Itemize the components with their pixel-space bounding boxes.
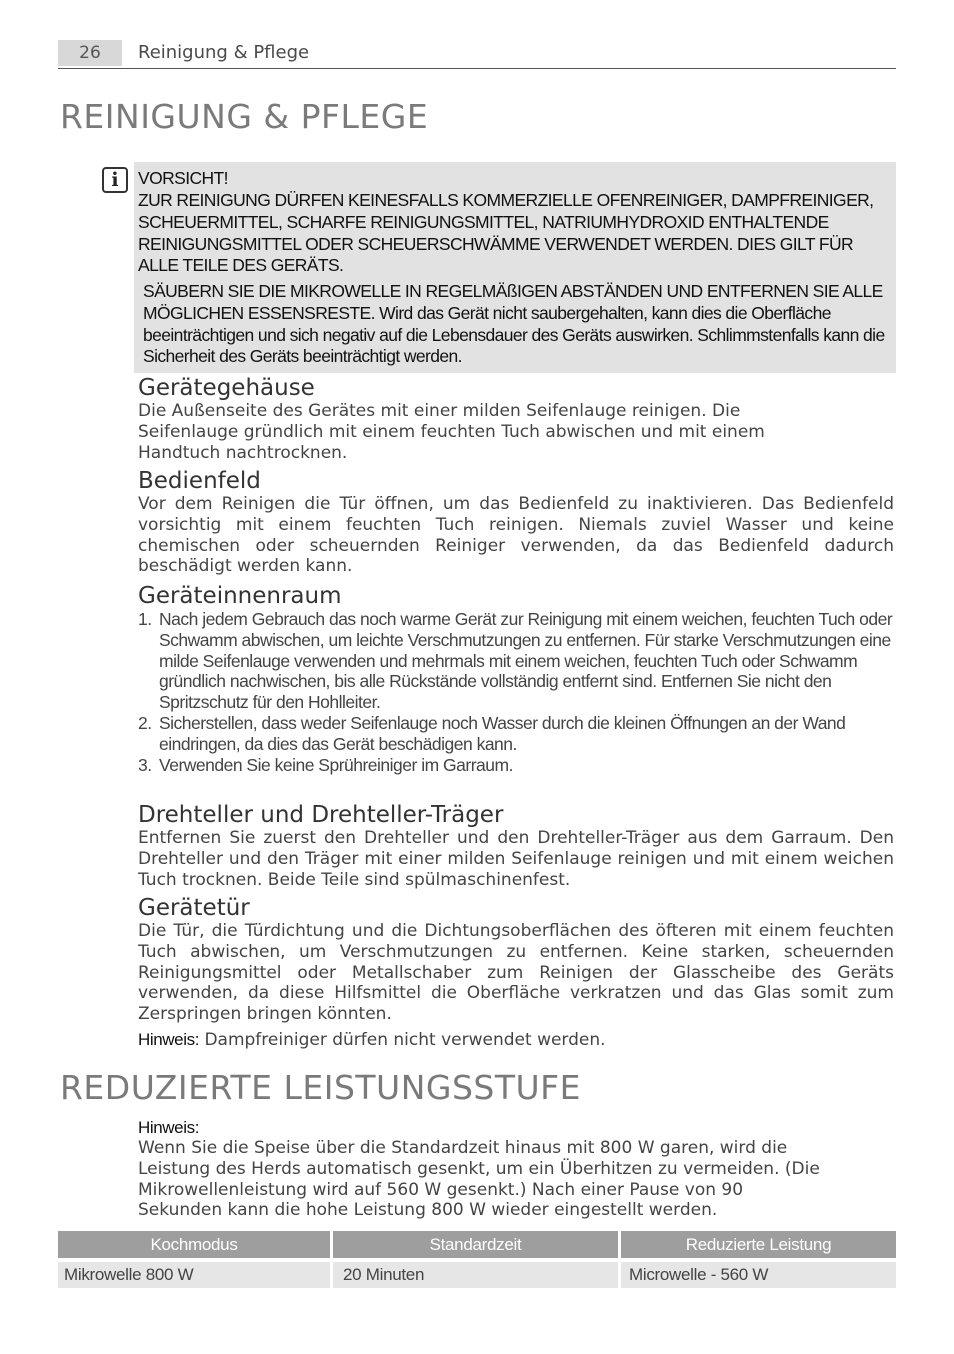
heading-turntable: Drehteller und Drehteller-Träger <box>138 802 504 828</box>
section-title-reduced-power: REDUZIERTE LEISTUNGSSTUFE <box>60 1068 582 1107</box>
reduced-power-note-text: Wenn Sie die Speise über die Standardzeit hinaus mit 800 W garen, wird die Leistung des Herds automatisch gesenkt, um ein Überhitzen zu vermeiden. (Die Mikrowellenleistung wird auf 560 W gesenkt.) Nach einer Pause von 90 Sekunden kann die hohe Leistung 800 W wieder eingestellt werden. <box>138 1138 820 1221</box>
heading-housing: Gerätegehäuse <box>138 375 315 401</box>
list-item-number: 2. <box>138 712 152 733</box>
text-turntable: Entfernen Sie zuerst den Drehteller und den Drehteller-Träger aus dem Garraum. Den Drehteller und den Träger mit einer milden Seifenlauge reinigen und mit einem weichen Tuch trocknen. Beide Teile sind spülmaschinenfest. <box>138 828 894 890</box>
caution-heading: VORSICHT! <box>138 168 228 188</box>
page-number: 26 <box>58 40 122 66</box>
list-item-text: Nach jedem Gebrauch das noch warme Gerät zur Reinigung mit einem weichen, feuchten Tuch oder Schwamm abwischen, um leichte Verschmutzungen zu entfernen. Für starke Verschmutzungen eine milde Seifenlauge verwenden und mehrmals mit einem weichen, feuchten Tuch oder Schwamm gründlich nachwischen, bis alle Rückstände vollständig entfernt sind. Entfernen Sie nicht den Spritzschutz für den Hohlleiter. <box>159 609 893 713</box>
column-header-standard-time: Standardzeit <box>332 1231 620 1260</box>
table-row <box>58 1260 896 1288</box>
table-cell: Microwelle - 560 W <box>620 1260 897 1288</box>
info-icon: i <box>102 167 128 193</box>
table-cell: 20 Minuten <box>332 1260 620 1288</box>
heading-control-panel: Bedienfeld <box>138 468 261 494</box>
table-cell: Mikrowelle 800 W <box>58 1260 332 1288</box>
column-header-mode: Kochmodus <box>58 1231 332 1260</box>
reduced-power-note-label <box>138 1118 894 1139</box>
door-note <box>138 1030 894 1051</box>
text-housing: Die Außenseite des Gerätes mit einer milden Seifenlauge reinigen. Die Seifenlauge gründlich mit einem feuchten Tuch abwischen und mit einem Handtuch nachtrocknen. <box>138 401 765 463</box>
list-item <box>138 755 898 776</box>
table-header-row <box>58 1231 896 1260</box>
list-item-number: 3. <box>138 754 152 775</box>
list-item-text: Sicherstellen, dass weder Seifenlauge noch Wasser durch die kleinen Öffnungen an der Wand eindringen, da dies das Gerät beschädigen kann. <box>159 712 846 754</box>
caution-text-1: ZUR REINIGUNG DÜRFEN KEINESFALLS KOMMERZIELLE OFENREINIGER, DAMPFREINIGER, SCHEUERMITTEL, SCHARFE REINIGUNGSMITTEL, NATRIUMHYDROXID ENTHALTENDE REINIGUNGSMITTEL ODER SCHEUERSCHWÄMME VERWENDET WERDEN. DIES GILT FÜR ALLE TEILE DES GERÄTS. <box>138 190 874 276</box>
power-table <box>58 1231 896 1288</box>
section-title-cleaning: REINIGUNG & PFLEGE <box>60 97 429 136</box>
heading-door: Gerätetür <box>138 895 250 921</box>
note-label: Hinweis: <box>138 1118 200 1137</box>
text-control-panel: Vor dem Reinigen die Tür öffnen, um das Bedienfeld zu inaktivieren. Das Bedienfeld vorsichtig mit einem feuchten Tuch reinigen. Niemals zuviel Wasser und keine chemischen oder scheuernden Reiniger verwenden, da das Bedienfeld dadurch beschädigt werden kann. <box>138 494 894 577</box>
running-title: Reinigung & Pflege <box>138 42 310 63</box>
list-item <box>138 713 898 755</box>
list-item-text: Verwenden Sie keine Sprühreiniger im Garraum. <box>159 754 513 775</box>
note-label: Hinweis: <box>138 1030 200 1049</box>
note-text: Dampfreiniger dürfen nicht verwendet werden. <box>204 1030 606 1050</box>
text-door: Die Tür, die Türdichtung und die Dichtungsoberflächen des öfteren mit einem feuchten Tuch abwischen, um Verschmutzungen zu entfernen. Keine starken, scheuernden Reinigungsmittel oder Metallschaber zum Reinigen der Glasscheibe des Geräts verwenden, da diese Hilfsmittel die Oberfläche verkratzen und das Glas somit zum Zerspringen bringen könnten. <box>138 921 894 1025</box>
list-item-number: 1. <box>138 609 152 629</box>
heading-interior: Geräteinnenraum <box>138 583 342 609</box>
list-item <box>138 609 898 713</box>
caution-text-2: SÄUBERN SIE DIE MIKROWELLE IN REGELMÄßIGEN ABSTÄNDEN UND ENTFERNEN SIE ALLE MÖGLICHEN ESSENSRESTE. Wird das Gerät nicht saubergehalten, kann dies die Oberfläche beeinträchtigen und sich negativ auf die Lebensdauer des Geräts auswirken. Schlimmstenfalls kann die Sicherheit des Geräts beeinträchtigt werden. <box>143 281 885 367</box>
header-rule <box>58 68 896 69</box>
interior-steps-list <box>138 609 898 775</box>
column-header-reduced-power: Reduzierte Leistung <box>620 1231 897 1260</box>
